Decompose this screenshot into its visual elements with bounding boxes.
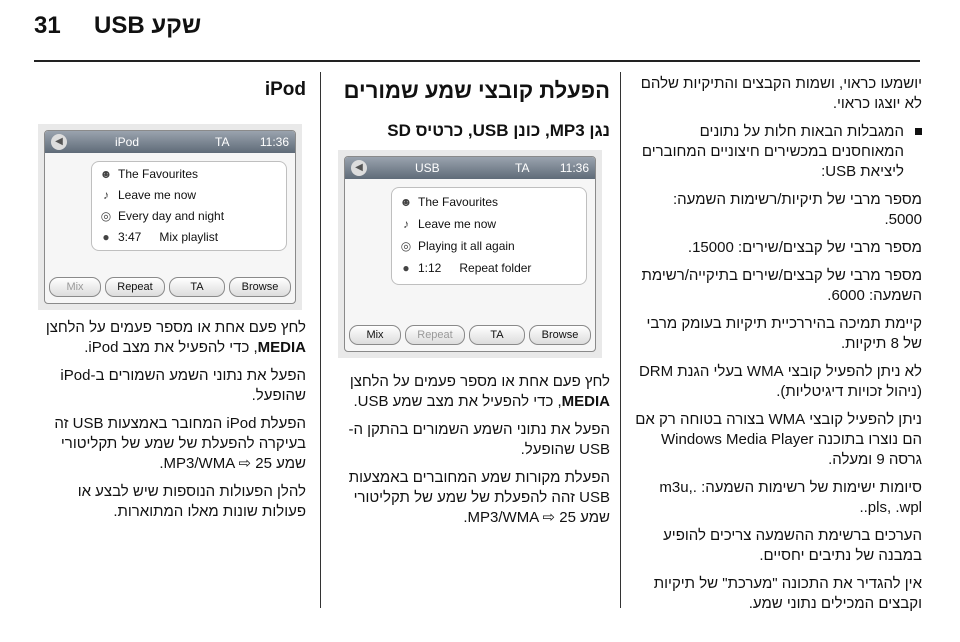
paragraph: הפעל את נתוני השמע השמורים בהתקן ה-USB שהופעל. <box>348 421 610 458</box>
track-panel <box>91 161 287 251</box>
section-title: הפעלת קובצי שמע שמורים <box>343 78 610 103</box>
playback-info <box>398 258 531 278</box>
list-item: ◎ Playing it all again <box>398 236 515 256</box>
ta-label: TA <box>215 135 230 149</box>
source-label: iPod <box>115 135 140 149</box>
column-divider-left <box>320 72 321 608</box>
paragraph: הפעלת iPod המחובר באמצעות USB זה בעיקרה להפעלת של שמע של תקליטורי שמע MP3/WMA ⇨ 25. <box>54 415 306 472</box>
play-status-icon: ● <box>402 261 410 275</box>
back-icon: ◀ <box>51 134 67 150</box>
usb-screen-image <box>338 150 602 358</box>
list-item: ♪ Leave me now <box>98 185 196 205</box>
section-subtitle: נגן MP3, כונן USB, כרטיס SD <box>387 121 610 140</box>
bullet-text: המגבלות הבאות חלות על נתונים המאוחסנים במכשירים חיצוניים המחוברים ליציאת USB: <box>641 123 904 180</box>
column-right <box>632 74 922 622</box>
browse-button[interactable]: Browse <box>229 277 291 297</box>
clock: 11:36 <box>259 135 289 149</box>
paragraph: לא ניתן להפעיל קובצי WMA בעלי הגנת DRM (ניהול זכויות דיגיטליות). <box>638 363 922 400</box>
ta-label: TA <box>515 161 530 175</box>
list-item: ◎ Every day and night <box>98 206 224 226</box>
paragraph: קיימת תמיכה בהיררכיית תיקיות בעומק מרבי של 8 תיקיות. <box>646 315 922 352</box>
screen-top-bar <box>45 131 295 153</box>
paragraph: הפעל את נתוני השמע השמורים ב-iPod שהופעל. <box>60 367 306 404</box>
bullet-square-icon <box>915 128 922 135</box>
play-status-icon: ● <box>102 230 110 244</box>
paragraph: לחץ פעם אחת או מספר פעמים על הלחצן MEDIA, כדי להפעיל את מצב iPod. <box>45 319 306 356</box>
paragraph: להלן הפעולות הנוספות שיש לבצע או פעולות שונות מאלו המתוארות. <box>77 483 306 520</box>
ipod-screen-image <box>38 124 302 310</box>
track-panel <box>391 187 587 285</box>
paragraph: מספר מרבי של קבצים/שירים בתיקייה/רשימת השמעה: 6000. <box>641 267 922 304</box>
screen-buttons <box>349 325 591 345</box>
person-icon: ☻ <box>399 195 413 209</box>
disc-icon: ◎ <box>400 239 412 253</box>
paragraph: מספר מרבי של תיקיות/רשימות השמעה: 5000. <box>672 191 922 228</box>
person-icon: ☻ <box>99 167 113 181</box>
repeat-button[interactable]: Repeat <box>405 325 465 345</box>
section-title: iPod <box>264 79 306 100</box>
clock: 11:36 <box>559 161 589 175</box>
ta-button[interactable]: TA <box>469 325 525 345</box>
music-note-icon: ♪ <box>103 188 109 202</box>
play-mode: Mix playlist <box>159 230 219 244</box>
paragraph: ניתן להפעיל קובצי WMA בצורה בטוחה רק אם הם נוצרו בתוכנה Windows Media Player גרסה 9 ומעלה. <box>635 411 922 468</box>
header-rule <box>34 60 920 62</box>
screen-top-bar <box>345 157 595 179</box>
column-middle <box>334 78 610 160</box>
mix-button[interactable]: Mix <box>49 277 101 297</box>
paragraph: מספר מרבי של קבצים/שירים: 15000. <box>687 239 922 256</box>
ta-button[interactable]: TA <box>169 277 225 297</box>
disc-icon: ◎ <box>100 209 112 223</box>
page-header <box>0 0 960 62</box>
paragraph: לחץ פעם אחת או מספר פעמים על הלחצן MEDIA, כדי להפעיל את מצב שמע USB. <box>349 373 610 410</box>
back-icon: ◀ <box>351 160 367 176</box>
column-left <box>34 78 306 118</box>
paragraph: הפעלת מקורות שמע המחוברים באמצעות USB זהה להפעלת של שמע של תקליטורי שמע MP3/WMA ⇨ 25. <box>348 469 610 526</box>
playback-info <box>98 227 218 247</box>
elapsed-time: 3:47 <box>118 230 142 244</box>
column-left-text <box>34 318 306 530</box>
column-middle-text <box>334 372 610 536</box>
repeat-button[interactable]: Repeat <box>105 277 165 297</box>
browse-button[interactable]: Browse <box>529 325 591 345</box>
elapsed-time: 1:12 <box>418 261 442 275</box>
mix-button[interactable]: Mix <box>349 325 401 345</box>
paragraph: יושמעו כראוי, ושמות הקבצים והתיקיות שלהם לא יוצגו כראוי. <box>640 75 922 112</box>
source-label: USB <box>415 161 440 175</box>
display-screen <box>344 156 596 352</box>
bullet-item <box>632 122 922 182</box>
paragraph: אין להגדיר את התכונה "מערכת" של תיקיות וקבצים המכילים נתוני שמע. <box>653 575 922 612</box>
list-item: ☻ The Favourites <box>98 164 198 184</box>
screen-buttons <box>49 277 291 297</box>
paragraph: סיומות ישימות של רשימות השמעה: .m3u, .pls, .wpl. <box>659 479 922 516</box>
page-number: 31 <box>34 12 61 39</box>
paragraph: הערכים ברשימת ההשמעה צריכים להופיע במבנה של נתיבים יחסיים. <box>663 527 922 564</box>
media-label: MEDIA <box>561 393 610 410</box>
column-divider-right <box>620 72 621 608</box>
display-screen <box>44 130 296 304</box>
list-item: ♪ Leave me now <box>398 214 496 234</box>
music-note-icon: ♪ <box>403 217 409 231</box>
media-label: MEDIA <box>257 339 306 356</box>
play-mode: Repeat folder <box>459 261 532 275</box>
list-item: ☻ The Favourites <box>398 192 498 212</box>
page-title: USB שקע <box>94 12 202 39</box>
